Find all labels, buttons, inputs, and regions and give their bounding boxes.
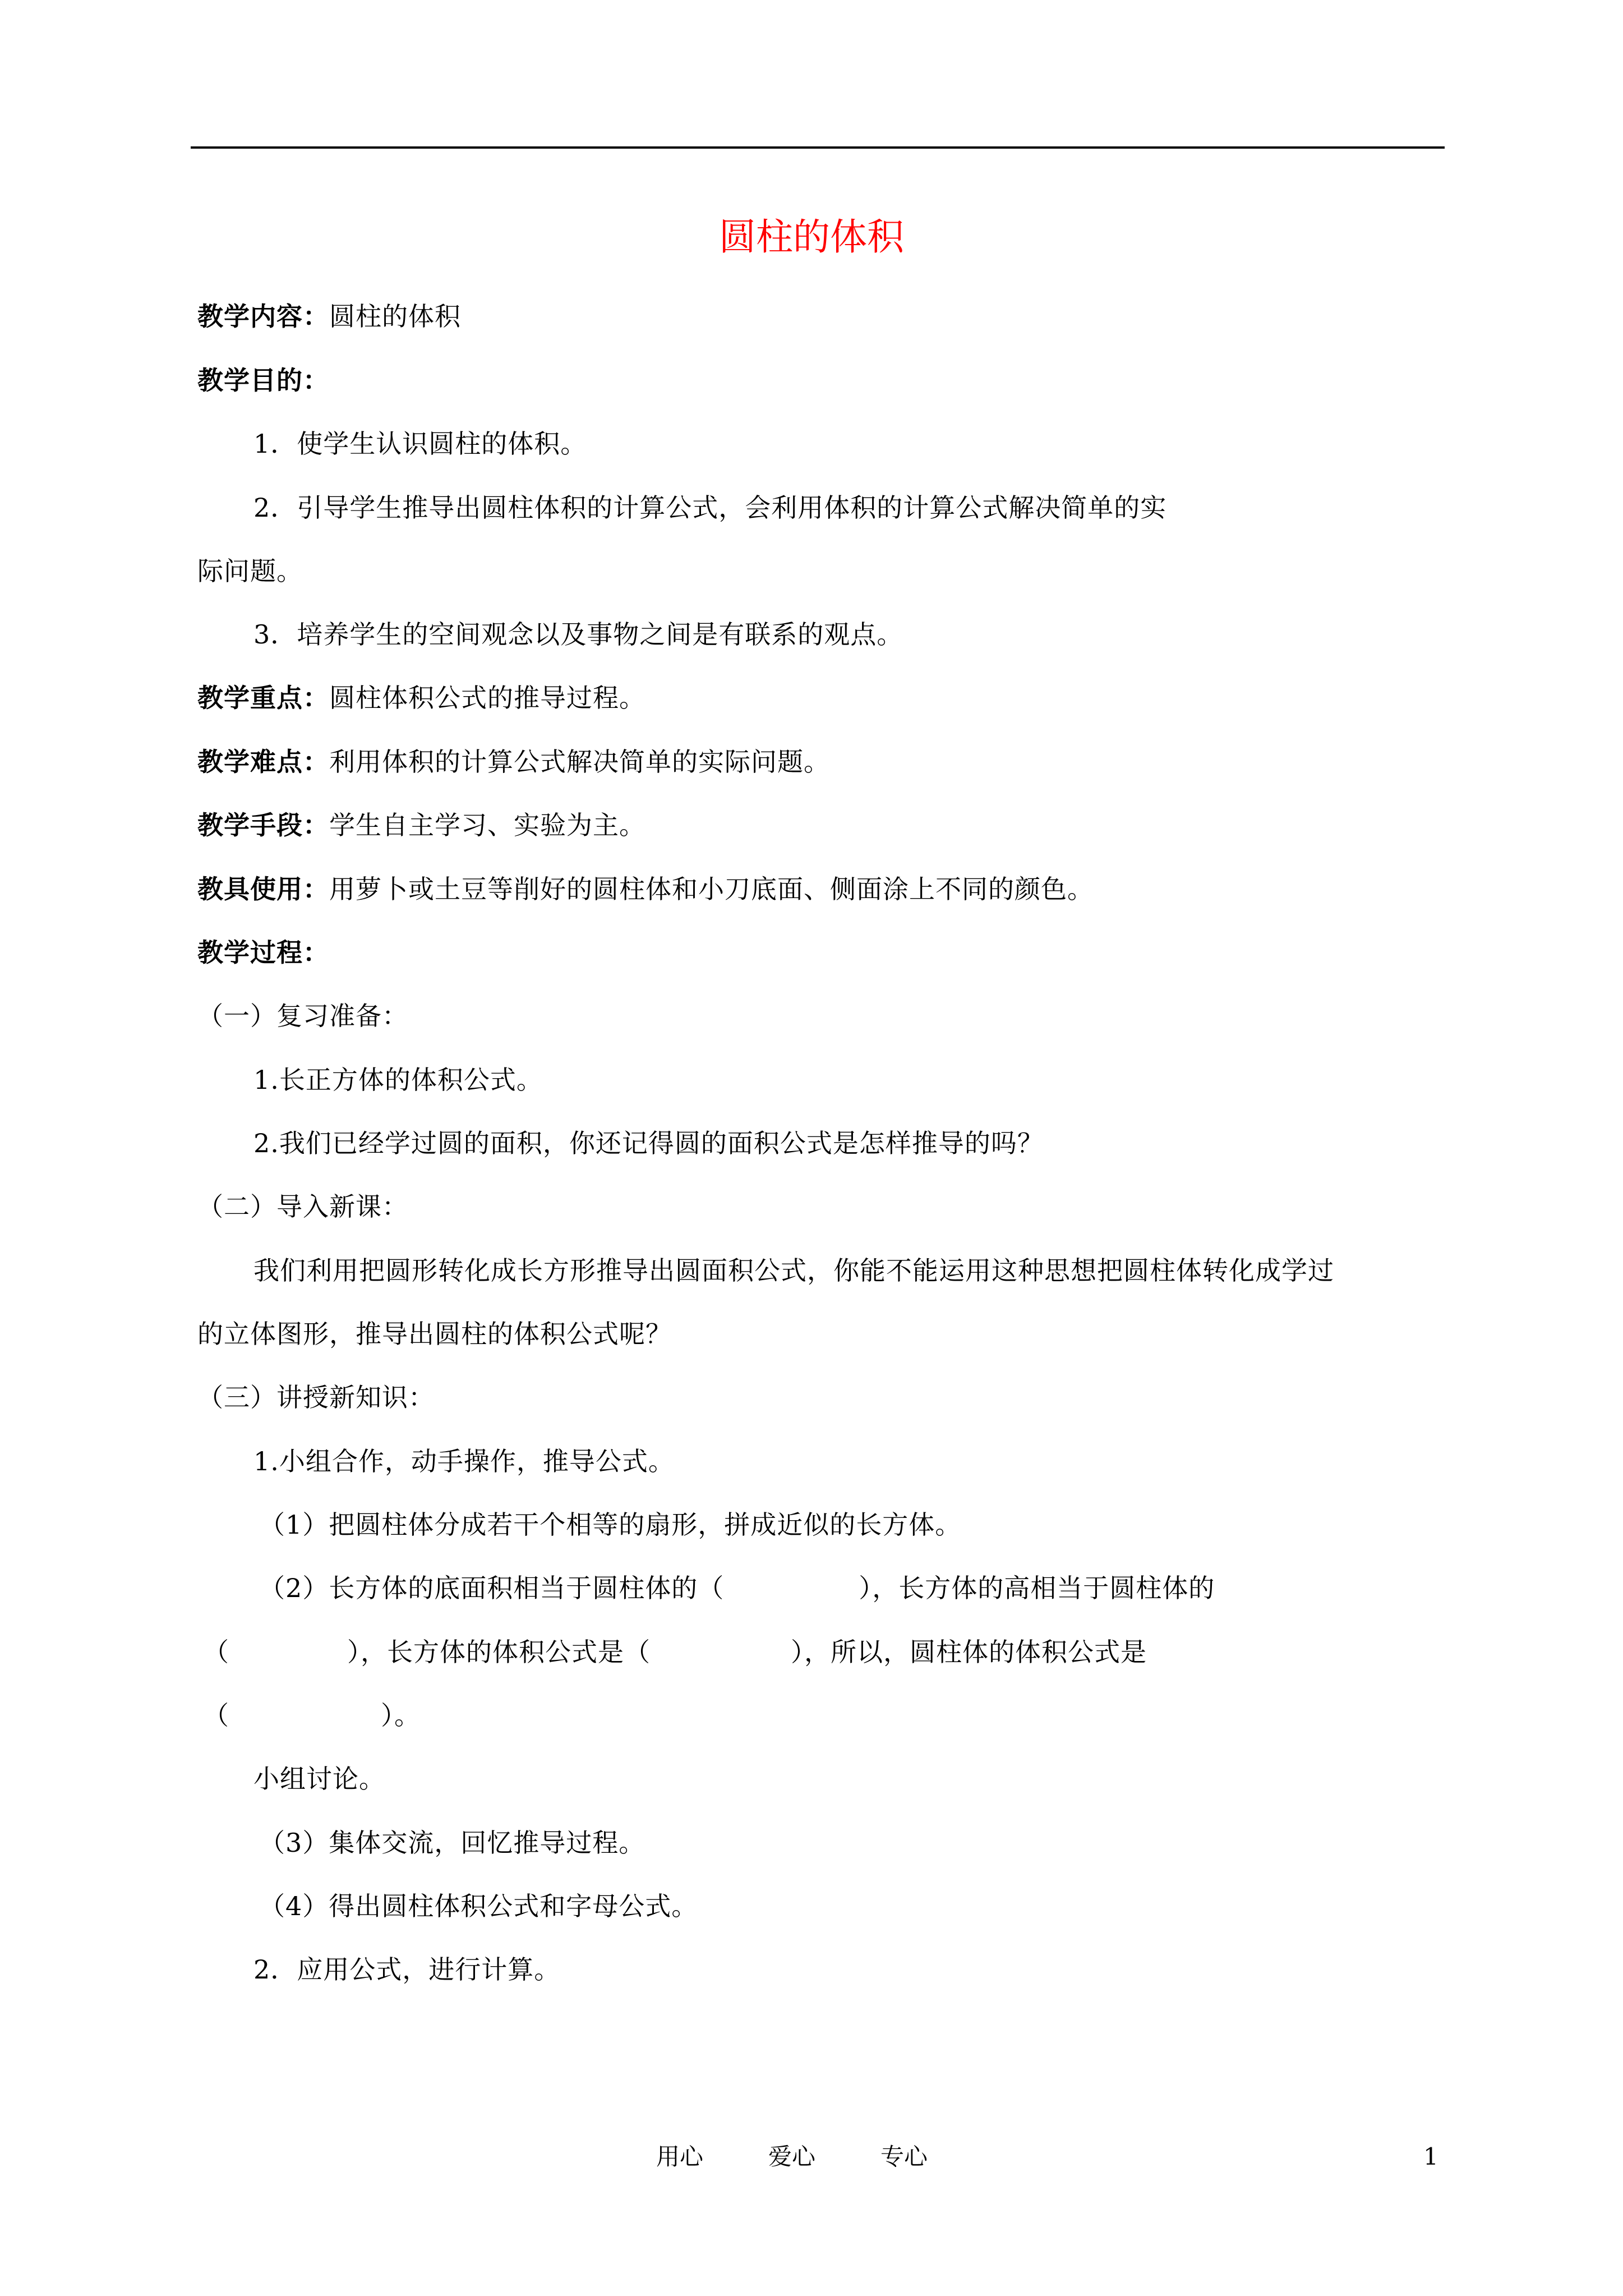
tools-text: 用萝卜或土豆等削好的圆柱体和小刀底面、侧面涂上不同的颜色。 <box>329 874 1094 904</box>
fill-in-text: ），长方体的高相当于圆柱体的 <box>859 1573 1215 1603</box>
fill-in-line-3 <box>203 1697 421 1734</box>
header-rule <box>191 146 1445 149</box>
step-item: 2．应用公式，进行计算。 <box>253 1954 561 1985</box>
fill-in-text: （2）长方体的底面积相当于圆柱体的（ <box>259 1573 725 1603</box>
objective-item: 1．使学生认识圆柱的体积。 <box>253 429 587 459</box>
document-title: 圆柱的体积 <box>719 215 904 259</box>
key-point-line <box>197 679 645 716</box>
fill-in-text: （ <box>203 1637 229 1667</box>
objective-item: 2．引导学生推导出圆柱体积的计算公式，会利用体积的计算公式解决简单的实 <box>253 493 1167 523</box>
footer-motto: 爱心 <box>768 2143 816 2170</box>
fill-in-text: ），所以，圆柱体的体积公式是 <box>791 1637 1147 1667</box>
sub-item: （3）集体交流，回忆推导过程。 <box>259 1828 645 1858</box>
objective-item: 3．培养学生的空间观念以及事物之间是有联系的观点。 <box>253 619 903 650</box>
means-text: 学生自主学习、实验为主。 <box>329 810 645 840</box>
key-point-text: 圆柱体积公式的推导过程。 <box>329 683 645 713</box>
tools-line <box>197 871 1094 908</box>
means-label: 教学手段： <box>197 810 329 840</box>
footer-motto: 专心 <box>880 2143 928 2170</box>
objectives-label: 教学目的： <box>197 365 329 395</box>
footer-motto: 用心 <box>656 2143 704 2170</box>
objective-item-continuation: 际问题。 <box>197 556 303 586</box>
difficulty-label: 教学难点： <box>197 747 329 777</box>
difficulty-text: 利用体积的计算公式解决简单的实际问题。 <box>329 747 830 777</box>
sub-item: （1）把圆柱体分成若干个相等的扇形，拼成近似的长方体。 <box>259 1510 962 1540</box>
fill-in-line-1 <box>259 1570 1215 1607</box>
step-item: 1.小组合作，动手操作，推导公式。 <box>253 1446 675 1476</box>
objectives-line <box>197 362 329 399</box>
fill-in-text: ）。 <box>381 1700 421 1731</box>
sub-item: （4）得出圆柱体积公式和字母公式。 <box>259 1891 698 1921</box>
difficulty-line <box>197 743 830 780</box>
process-label: 教学过程： <box>197 937 329 968</box>
section-heading: （二）导入新课： <box>197 1191 408 1222</box>
fill-in-line-2 <box>203 1634 1147 1671</box>
content-label: 教学内容： <box>197 301 329 332</box>
paragraph-line: 我们利用把圆形转化成长方形推导出圆面积公式，你能不能运用这种思想把圆柱体转化成学过 <box>253 1255 1334 1286</box>
content-text: 圆柱的体积 <box>329 301 461 332</box>
section-heading: （三）讲授新知识： <box>197 1382 435 1412</box>
discussion-line: 小组讨论。 <box>253 1764 385 1794</box>
page-number: 1 <box>1423 2143 1438 2170</box>
section-heading: （一）复习准备： <box>197 1001 408 1031</box>
section-item: 1.长正方体的体积公式。 <box>253 1065 543 1095</box>
process-line <box>197 934 329 971</box>
paragraph-line: 的立体图形，推导出圆柱的体积公式呢？ <box>197 1319 672 1349</box>
key-point-label: 教学重点： <box>197 683 329 713</box>
section-item: 2.我们已经学过圆的面积，你还记得圆的面积公式是怎样推导的吗？ <box>253 1128 1044 1158</box>
fill-in-text: ），长方体的体积公式是（ <box>347 1637 651 1667</box>
content-line <box>197 298 461 335</box>
tools-label: 教具使用： <box>197 874 329 904</box>
means-line <box>197 807 645 844</box>
fill-in-text: （ <box>203 1700 229 1731</box>
